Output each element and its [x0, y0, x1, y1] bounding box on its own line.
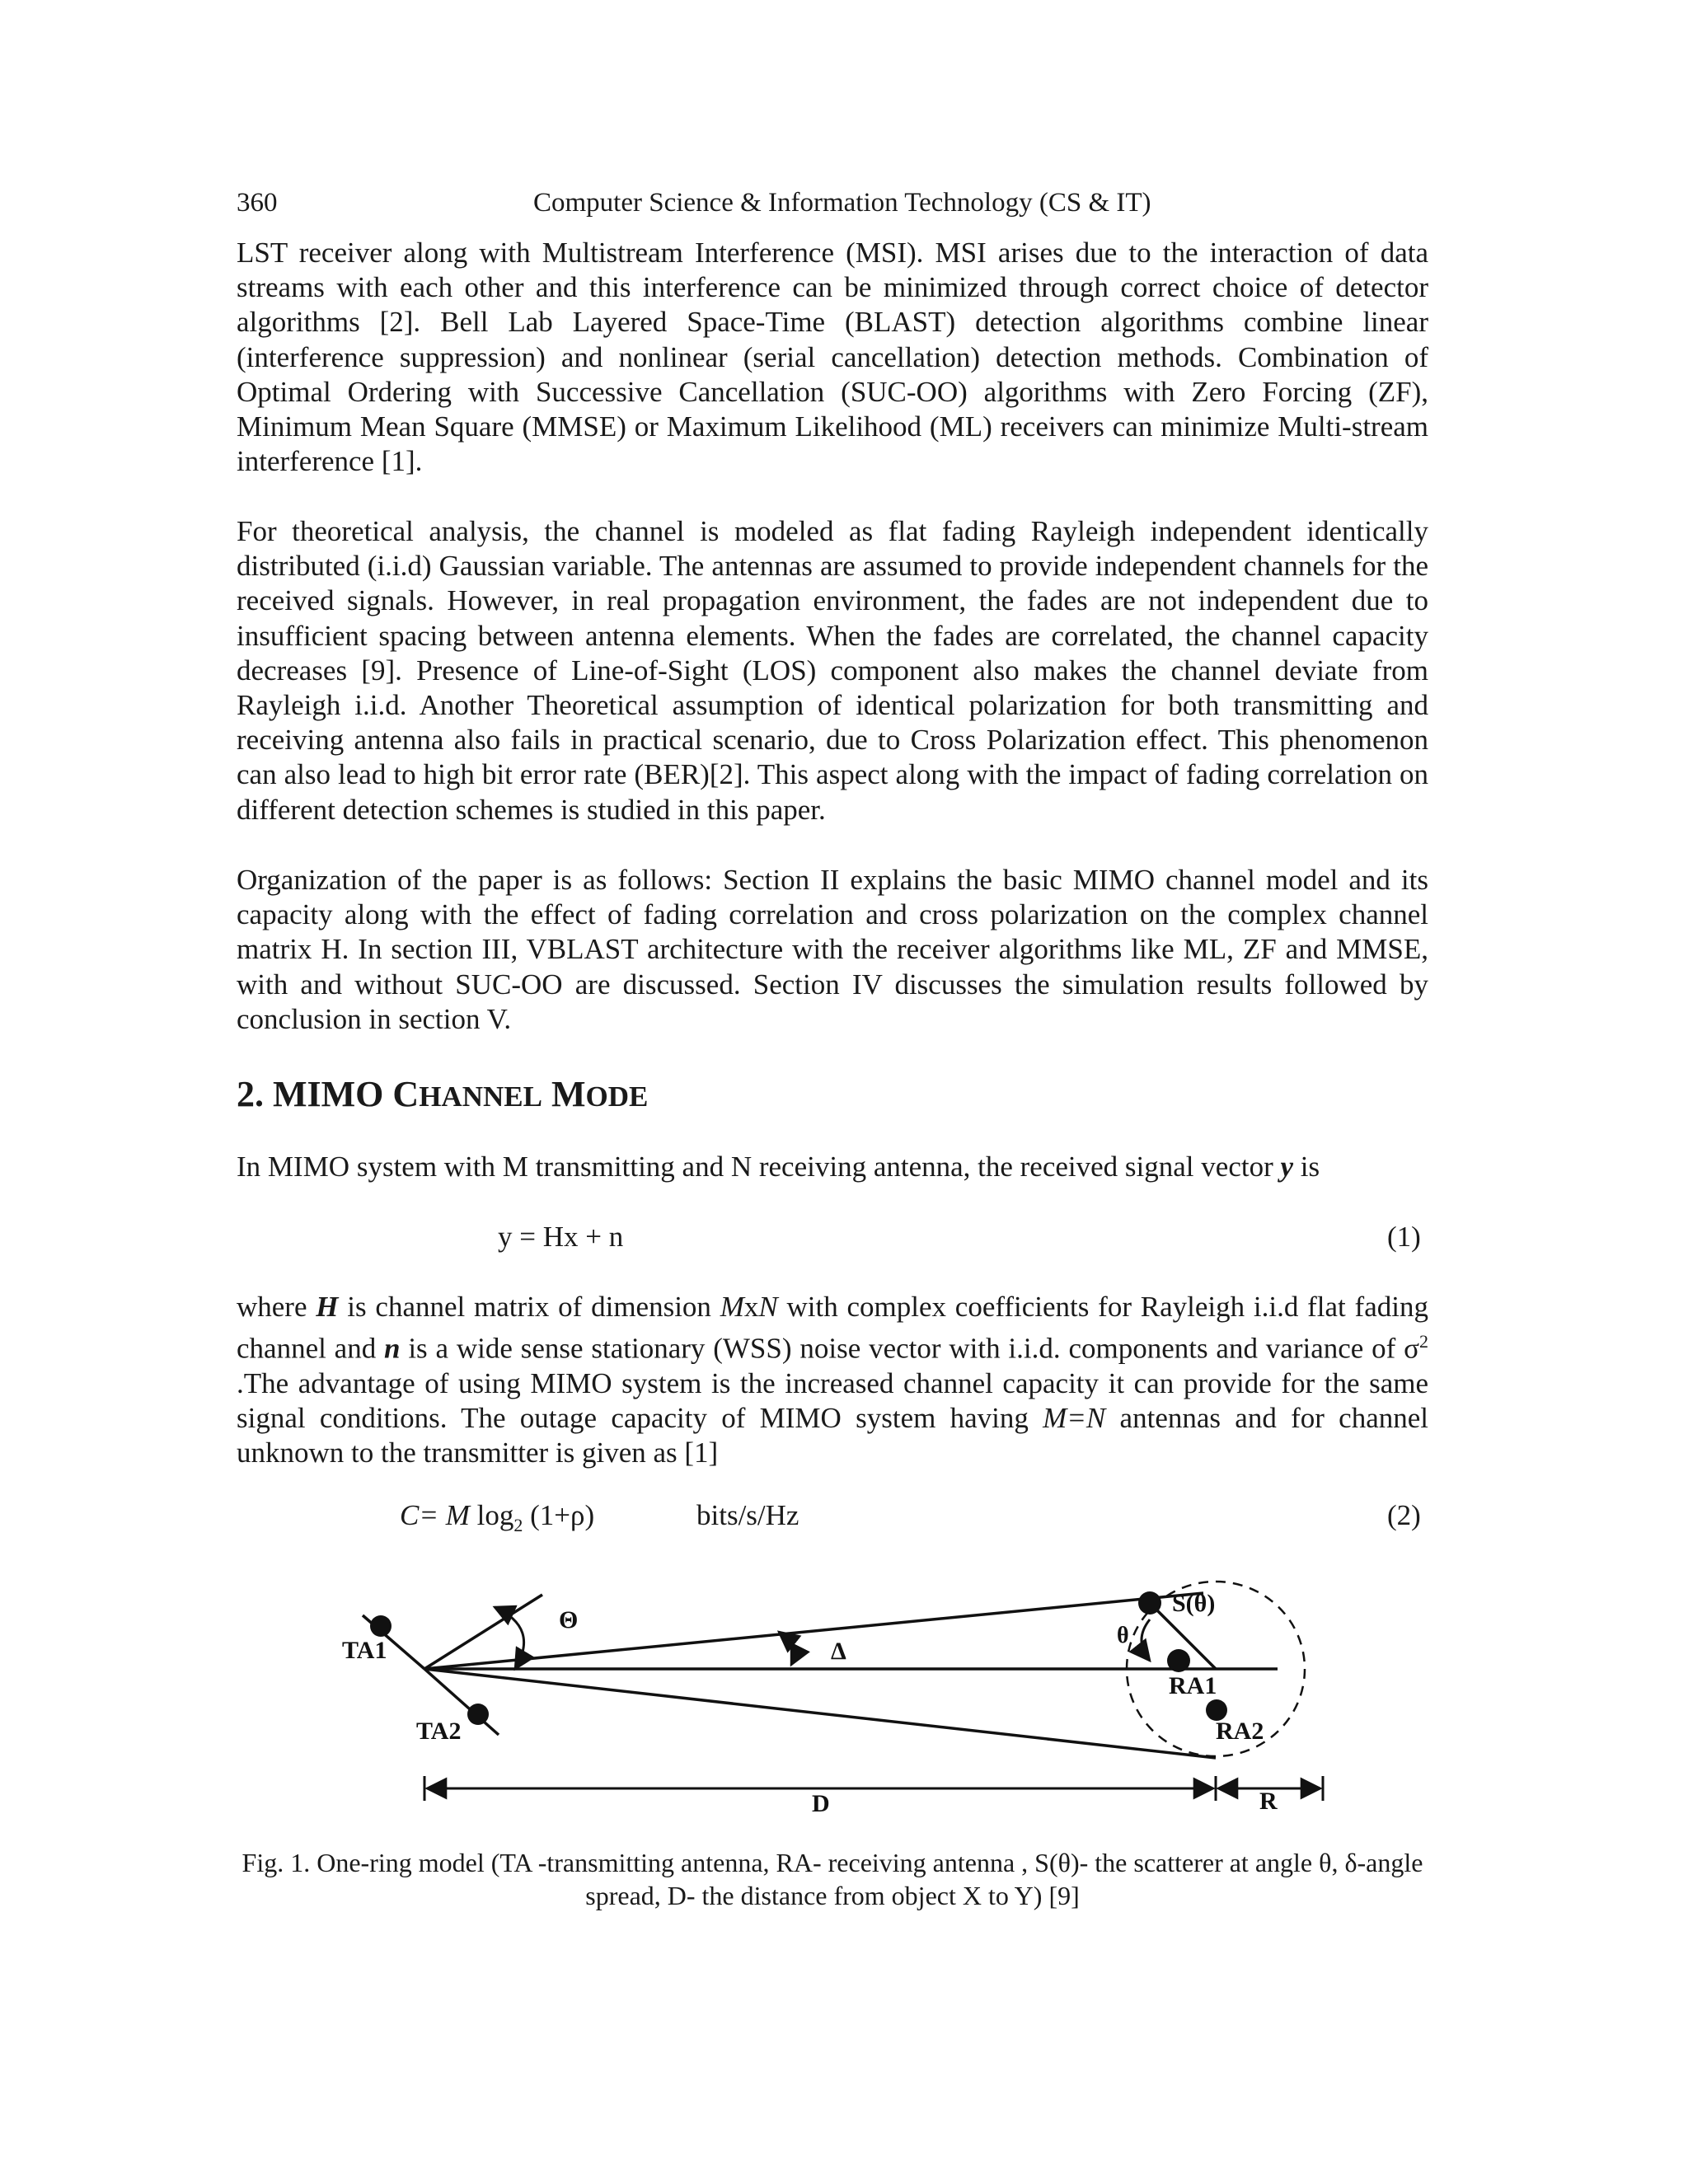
paragraph-mimo-system: In MIMO system with M transmitting and N receiving antenna, the received signal vector y is — [237, 1151, 1320, 1183]
equation-2-number: (2) — [1387, 1499, 1421, 1531]
label-distance-d: D — [812, 1790, 830, 1817]
scatterer-dot — [1138, 1591, 1161, 1615]
equation-1-number: (1) — [1387, 1221, 1421, 1253]
label-theta-capital: Θ — [559, 1606, 579, 1633]
label-ra2: RA2 — [1216, 1718, 1264, 1745]
label-ta2: TA2 — [416, 1718, 462, 1745]
paragraph-organization: Organization of the paper is as follows: Section II explains the basic MIMO channel model and its capacity along with the effect of fading correlation and cross polarization on the complex channel matrix H. In section III, VBLAST architecture with the receiver algorithms like ML, ZF and MMSE, with and without SUC-OO are discussed. Section IV discusses the simulation results followed by conclusion in section V. — [237, 864, 1428, 1035]
equation-2-units: bits/s/Hz — [696, 1499, 799, 1531]
label-ra1: RA1 — [1169, 1672, 1217, 1699]
running-title: Computer Science & Information Technology (CS & IT) — [533, 188, 1151, 218]
lower-ray — [424, 1669, 1216, 1758]
label-ta1: TA1 — [342, 1637, 387, 1664]
paragraph-channel-matrix: where H is channel matrix of dimension MxN with complex coefficients for Rayleigh i.i.d flat fading channel and n is a wide sense stationary (WSS) noise vector with i.i.d. components and variance of $\sigma^2$ .The advantage of using MIMO system is the increased channel capacity it can provide for the same signal conditions. The outage capacity of MIMO system having M=N antennas and for channel unknown to the transmitter is given as [1] — [237, 1291, 1429, 1469]
paragraph-msi: LST receiver along with Multistream Interference (MSI). MSI arises due to the interaction of data streams with each other and this interference can be minimized through correct choice of detector algorithms [2]. Bell Lab Layered Space-Time (BLAST) detection algorithms combine linear (interference suppression) and nonlinear (serial cancellation) detection methods. Combination of Optimal Ordering with Successive Cancellation (SUC-OO) algorithms with Zero Forcing (ZF), Minimum Mean Square (MMSE) or Maximum Likelihood (ML) receivers can minimize Multi-stream interference [1]. — [237, 237, 1428, 478]
upper-ray — [424, 1593, 1203, 1669]
section-heading: 2. MIMO CHANNEL MODE — [237, 1074, 649, 1114]
one-ring-model-figure — [330, 1578, 1335, 1817]
delta-angle-arc — [779, 1632, 794, 1665]
ra1-dot — [1167, 1649, 1190, 1672]
figure-caption: Fig. 1. One-ring model (TA -transmitting antenna, RA- receiving antenna , S(θ)- the scatterer at angle θ, δ-angle spread, D- the distance from object X to Y) [9] — [241, 1848, 1423, 1910]
equation-1: y = Hx + n — [498, 1221, 624, 1253]
label-scatterer: S(θ) — [1172, 1590, 1216, 1617]
page-number: 360 — [237, 188, 278, 218]
equation-2: C= M $\log_2 (1+\rho)$ — [400, 1499, 595, 1535]
label-radius-r: R — [1259, 1788, 1278, 1815]
ta2-dot — [467, 1704, 489, 1725]
label-theta-small: θ — [1117, 1623, 1129, 1648]
page-header — [237, 185, 1428, 221]
small-theta-arc — [1142, 1619, 1150, 1661]
ta1-dot — [370, 1615, 392, 1637]
label-delta: Δ — [831, 1638, 846, 1665]
paragraph-theoretical-analysis: For theoretical analysis, the channel is modeled as flat fading Rayleigh independent identically distributed (i.i.d) Gaussian variable. The antennas are assumed to provide independent channels for the received signals. However, in real propagation environment, the fades are not independent due to insufficient spacing between antenna elements. When the fades are correlated, the channel capacity decreases [9]. Presence of Line-of-Sight (LOS) component also makes the channel deviate from Rayleigh i.i.d. Another Theoretical assumption of identical polarization for both transmitting and receiving antenna also fails in practical scenario, due to Cross Polarization effect. This phenomenon can also lead to high bit error rate (BER)[2]. This aspect along with the impact of fading correlation on different detection schemes is studied in this paper. — [237, 515, 1428, 826]
